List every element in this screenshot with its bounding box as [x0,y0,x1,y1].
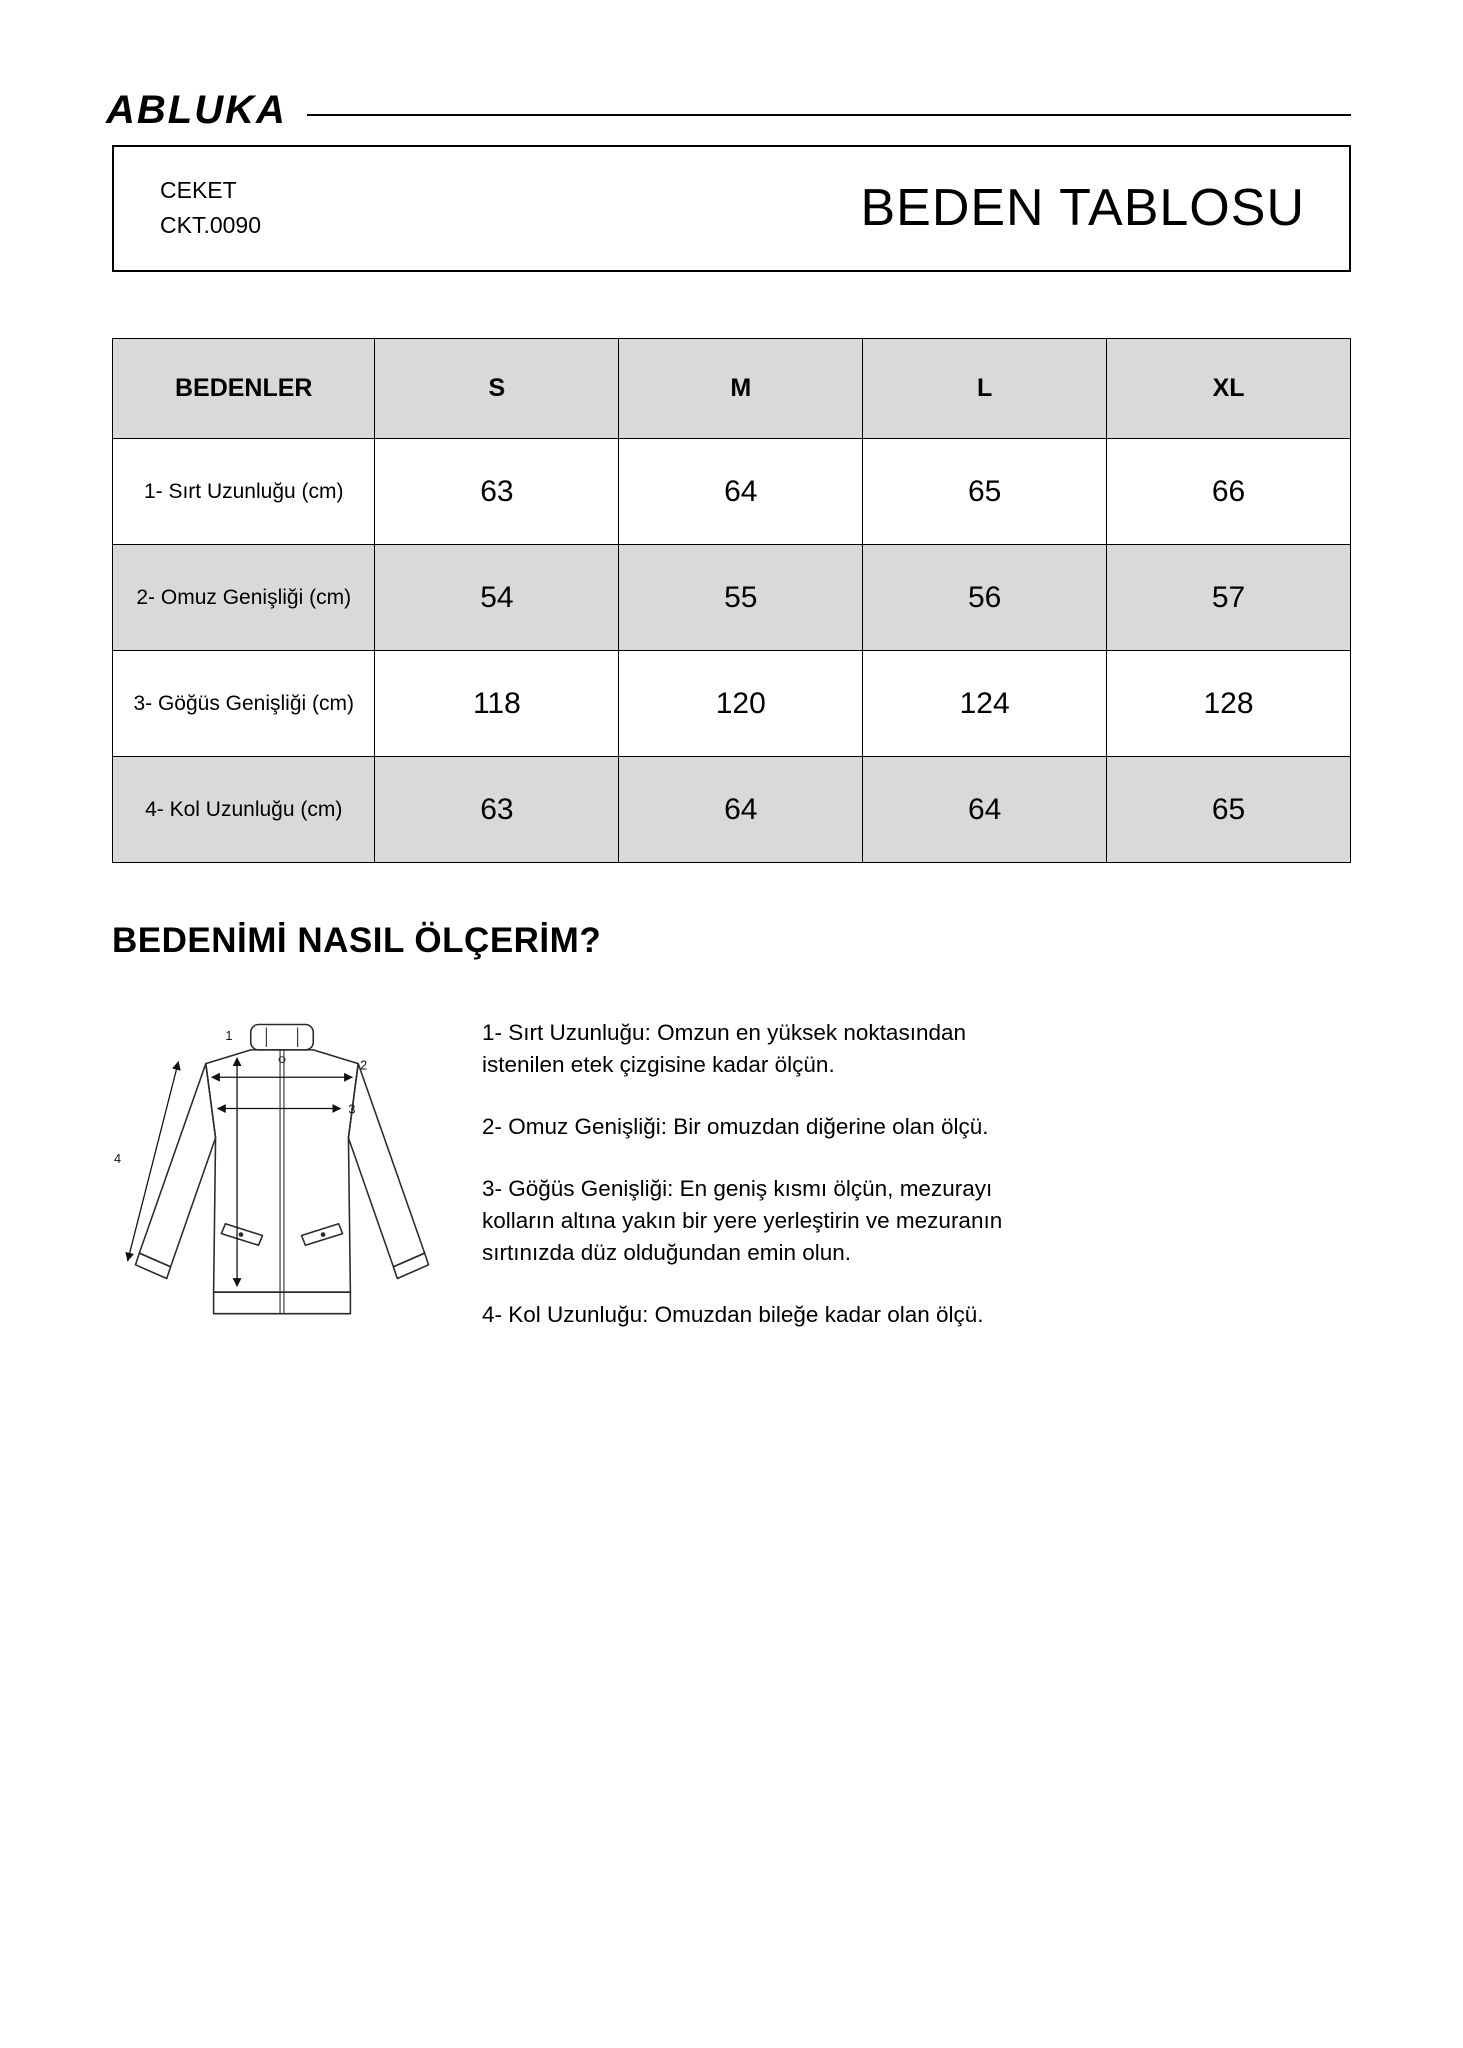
jacket-collar [251,1024,314,1049]
jacket-cuff-left [135,1253,170,1278]
table-row-kol-uzunlugu [113,757,1351,863]
size-cell: 124 [863,651,1107,757]
size-cell: 65 [1107,757,1351,863]
table-row-sirt-uzunlugu [113,439,1351,545]
table-header-row [113,339,1351,439]
diagram-label-1: 1 [225,1029,233,1044]
size-cell: 57 [1107,545,1351,651]
size-cell: 63 [375,757,619,863]
column-header-s: S [375,339,619,439]
brand-logo: ABLUKA [106,88,287,132]
size-cell: 64 [863,757,1107,863]
measure-heading: BEDENİMİ NASIL ÖLÇERİM? [112,921,602,960]
size-cell: 118 [375,651,619,757]
row-label: 3- Göğüs Genişliği (cm) [113,651,375,757]
instruction-sleeve-length: 4- Kol Uzunluğu: Omuzdan bileğe kadar olan ölçü. [482,1301,984,1327]
size-cell: 66 [1107,439,1351,545]
table-row-omuz-genisligi [113,545,1351,651]
title-box [112,145,1351,272]
size-cell: 54 [375,545,619,651]
diagram-label-3: 3 [348,1102,356,1117]
measurement-instructions [482,1011,1047,1340]
product-type: CEKET [160,177,237,203]
row-label: 4- Kol Uzunluğu (cm) [113,757,375,863]
size-cell: 120 [619,651,863,757]
measure-section [112,1011,1351,1340]
size-cell: 128 [1107,651,1351,757]
size-cell: 64 [619,757,863,863]
table-row-gogus-genisligi [113,651,1351,757]
jacket-hem [214,1292,351,1313]
brand-header [106,88,1351,133]
logo-rule [307,114,1351,116]
instruction-back-length: 1- Sırt Uzunluğu: Omzun en yüksek noktasından istenilen etek çizgisine kadar ölçün. [482,1020,967,1077]
size-cell: 56 [863,545,1107,651]
diagram-label-2: 2 [360,1058,368,1073]
row-label: 1- Sırt Uzunluğu (cm) [113,439,375,545]
product-code: CKT.0090 [160,211,262,238]
column-header-l: L [863,339,1107,439]
size-table [112,338,1351,863]
instruction-shoulder-width: 2- Omuz Genişliği: Bir omuzdan diğerine olan ölçü. [482,1113,989,1139]
size-cell: 55 [619,545,863,651]
column-header-m: M [619,339,863,439]
jacket-cuff-right [393,1253,428,1278]
column-header-bedenler: BEDENLER [113,339,375,439]
jacket-sleeve-right [348,1064,424,1267]
jacket-sleeve-left [139,1064,215,1267]
jacket-body [206,1050,358,1292]
instruction-chest-width: 3- Göğüs Genişliği: En geniş kısmı ölçün, mezurayı kolların altına yakın bir yere yerleştirin ve mezuranın sırtınızda düz olduğundan emin olun. [482,1175,1003,1265]
size-cell: 65 [863,439,1107,545]
column-header-xl: XL [1107,339,1351,439]
diagram-label-4: 4 [113,1152,122,1167]
product-meta [160,173,261,242]
size-cell: 63 [375,439,619,545]
row-label: 2- Omuz Genişliği (cm) [113,545,375,651]
size-cell: 64 [619,439,863,545]
page-title: BEDEN TABLOSU [860,178,1305,237]
jacket-diagram [112,1011,452,1340]
jacket-illustration [112,1011,452,1335]
